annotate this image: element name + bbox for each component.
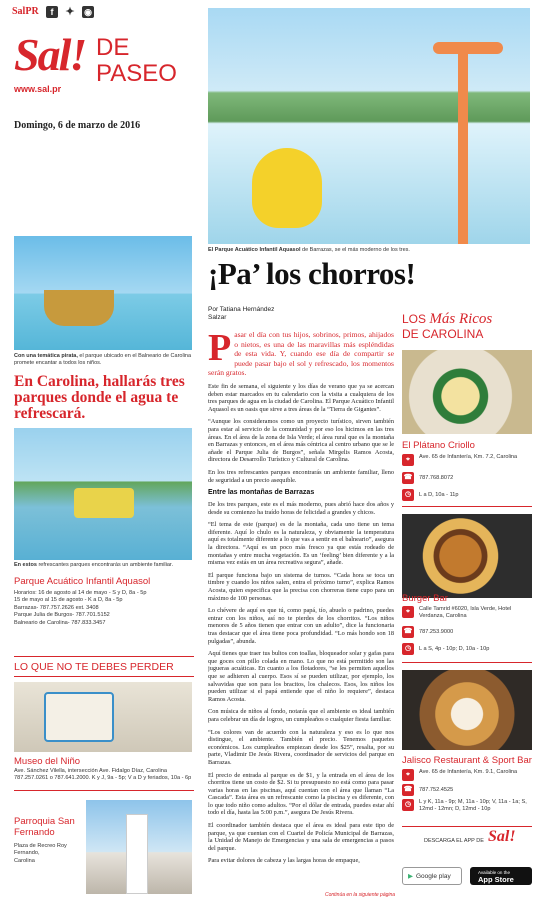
museo-title: Museo del Niño	[14, 756, 81, 767]
instagram-icon[interactable]: ◉	[82, 6, 94, 18]
divider	[14, 676, 194, 677]
article-paragraph: Para evitar dolores de cabeza y las largas horas de empaque,	[208, 857, 360, 865]
article-headline: ¡Pa’ los chorros!	[208, 256, 416, 291]
article-paragraph: Lo chévere de aquí es que tú, como papá, tío, abuelo o padrino, puedes entrar con los niños, así no te pierdes de los chorritos. “Los niños menores de 5 años tienen que entrar con un adulto”, dice la funcionaria tras destacar que el área tiene poca profundidad. “Lo más hondo son 18 pulgadas”, abunda.	[208, 607, 394, 645]
duck-figure	[252, 148, 322, 228]
phone-icon: ☎	[402, 472, 414, 484]
divider	[14, 656, 194, 657]
article-paragraph: Con música de niños al fondo, notarás que el ambiente es ideal también para celebrar un día de logros, un cumpleaños o cualquier fiesta familiar.	[208, 708, 394, 723]
restaurant-address: Ave. 65 de Infantería, Km. 9.1, Carolina	[419, 769, 518, 775]
left-headline: En Carolina, hallarás tres parques donde el agua te refrescará.	[14, 373, 185, 422]
article-paragraph: “El tema de este (parque) es de la montaña, cada uno tiene un tema diferente. Aquí lo chulo es la naturaleza, y obviamente la temperatura aquí es totalmente diferente a lo que vas a sentir en el balneario”, asegura la directora. “Aquí es un poco más fresco ya que estás rodeado de montañas y entre mucha vegetación. Es un ‘feeling’ bien diferente y a la misma vez estás en un área recreativa segura”, añade.	[208, 521, 394, 567]
photo-water-park-slides	[14, 428, 192, 560]
photo-burger-bar	[402, 514, 532, 598]
article-paragraph: Aquí tienes que traer tus bultos con toallas, bloqueador solar y gafas para que goces con pillo colada en mano. Lo que no está permitido son las jugueras acuáticas. En cuanto a los flotadores, “se les permiten aquellos que se adhieren al cuerpo. Esos sí se pueden utilizar, por ejemplo, los salvavidas que son para los bracitos, los chalecos. Esos, los niños los pueden utilizar si el papá entiende que el niño lo requiere”, destaca Ramos Acosta.	[208, 650, 394, 703]
drop-cap: P	[208, 330, 232, 369]
location-icon: ⌖	[402, 606, 414, 618]
section-heading: LO QUE NO TE DEBES PERDER	[14, 661, 174, 673]
logo-de: DE	[96, 34, 130, 61]
slides-caption: refrescantes parques encontrarás un ambiente familiar.	[36, 562, 173, 568]
continued-link[interactable]: Continúa en la siguiente página	[325, 892, 396, 898]
article-paragraph: El parque funciona bajo un sistema de turnos. “Cada hora se toca un timbre y cuando los niños salen, entra el próximo turno”, explica Ramos Acosta, quien especifica que la precisa con chorreras tiene cupo para un máximo de 100 personas.	[208, 571, 394, 602]
byline: Por Tatiana Hernández Salzar	[208, 306, 275, 321]
restaurant-hours: L a D, 10a - 11p	[419, 492, 459, 498]
divider	[402, 506, 532, 507]
top-bar	[12, 6, 192, 20]
photo-church	[86, 800, 192, 894]
restaurant-address: Ave. 65 de Infantería, Km. 7.2, Carolina	[419, 454, 518, 460]
restaurant-hours: L a S, 4p - 10p; D, 10a - 10p	[419, 646, 490, 652]
restaurant-name: Jalisco Restaurant & Sport Bar	[402, 755, 532, 766]
article-paragraph: “Los colores van de acuerdo con la naturaleza y eso es lo que nos distingue, el ambiente. También el precio. Tenemos paquetes económicos. Los cumpleaños empiezan desde los $25”, resalta, por su parte, Vladimir De Jesús Rivera, coordinador de servicios del parque en Barrazas.	[208, 728, 394, 766]
los-mas-ricos-heading: LOS Más Ricos	[402, 311, 493, 327]
slides-caption-bold: En estos	[14, 562, 37, 568]
app-store-button[interactable]: Available on the App Store	[470, 867, 532, 885]
phone-icon: ☎	[402, 784, 414, 796]
park-title: Parque Acuático Infantil Aquasol	[14, 576, 151, 587]
location-icon: ⌖	[402, 769, 414, 781]
article-paragraph: El coordinador también destaca que el área es ideal para este tipo de parque, ya que cuentan con el Cuartel de Policía Municipal de Barrazas, la Unidad de Manejo de Emergencias y una sala de emergencias a pasos del parque.	[208, 822, 394, 852]
parroquia-info: Plaza de Recreo Roy Fernando, Carolina	[14, 843, 67, 864]
sal-app-logo: Sal!	[488, 828, 516, 845]
restaurant-phone: 787.752.4525	[419, 787, 454, 793]
photo-pirate-ship	[14, 236, 192, 350]
sal-logo-mark: Sal!	[14, 29, 86, 80]
article-body	[208, 330, 394, 890]
facebook-icon[interactable]: f	[46, 6, 58, 18]
photo-jalisco-restaurant	[402, 670, 532, 750]
clock-icon: ◷	[402, 643, 414, 655]
article-paragraph: Este fin de semana, el siguiente y los días de verano que ya se acercan deben estar marcados en tu calendario con la visita a cualquiera de los tres parques de agua en la ciudad de Carolina. El Parque Acuático Infantil Aquasol es un oasis que sirve a tres áreas de la “Tierra de Gigantes”.	[208, 382, 394, 413]
museo-info: Ave. Sánchez Vilella, intersección Ave. Fidalgo Díaz, Carolina 787.257.0261 o 787.641.2000. K y J, 9a - 5p; V a D y feriados, 10a - 6p	[14, 768, 192, 782]
divider	[402, 826, 532, 827]
logo-url[interactable]: www.sal.pr	[14, 84, 62, 94]
masthead-logo	[14, 29, 194, 94]
google-play-button[interactable]: ▶ Google play	[402, 867, 462, 885]
hero-photo-water-park	[208, 8, 530, 244]
article-paragraph: En los tres refrescantes parques encontrarás un ambiente familiar, lleno de seguridad a un precio asequible.	[208, 468, 394, 484]
restaurant-name: Burger Bar	[402, 593, 448, 604]
article-paragraph: El precio de entrada al parque es de $1, y la entrada en el área de los chorritos tiene un costo de $2. Si tu presupuesto no está como para pasar varias horas en las piscinas, aquí cuentan con el área que llaman “La Cascada”. Esta área es un refrescante como la piscina y es diferente, con lo que todo niño como adultos. “Por el dólar de entrada, puedes estar ahí todo el día, hasta las 5:00 p.m.”, asegura De Jesús Rivera.	[208, 771, 394, 817]
divider	[14, 790, 194, 791]
google-play-icon: ▶	[408, 873, 413, 880]
restaurant-address: Calle Tamrid #6020, Isla Verde, Hotel Verdanza, Carolina	[419, 606, 512, 619]
photo-el-platano-criollo	[402, 350, 532, 434]
download-app-label: DESCARGA EL APP DE	[424, 838, 484, 844]
photo-museo-del-nino	[14, 682, 192, 752]
twitter-icon[interactable]: ✦	[65, 6, 75, 18]
clock-icon: ◷	[402, 799, 414, 811]
restaurant-hours: L y K, 11a - 9p; M, 11a - 10p; V, 11a - 1a; S, 12md - 12mn; D, 12md - 10p	[419, 799, 527, 812]
restaurant-name: El Plátano Criollo	[402, 440, 475, 451]
issue-date: Domingo, 6 de marzo de 2016	[14, 120, 141, 131]
parroquia-title: Parroquia San Fernando	[14, 816, 75, 838]
sprinkler-pole	[458, 48, 468, 244]
clock-icon: ◷	[402, 489, 414, 501]
phone-icon: ☎	[402, 626, 414, 638]
park-info: Horarios: 16 de agosto al 14 de mayo - S y D, 8a - 5p 15 de mayo al 15 de agosto - K a D, 8a - 5p Barrazas- 787.757.2626 ext. 3408 Parque Julia de Burgos- 787.701.5152 Balneario de Carolina- 787.833.3457	[14, 590, 147, 626]
article-paragraph: De los tres parques, este es el más moderno, pues abrió hace dos años y desde su comienzo ha traído horas de felicidad a grandes y chicos.	[208, 501, 394, 516]
divider	[402, 662, 532, 663]
hero-caption-bold: El Parque Acuático Infantil Aquasol	[208, 247, 301, 253]
logo-paseo: PASEO	[96, 60, 177, 87]
de-carolina-heading: DE CAROLINA	[402, 327, 484, 341]
restaurant-phone: 787.768.8072	[419, 475, 454, 481]
article-paragraph: “Aunque los consideramos como un proyecto turístico, sirven también para estar al servicio de la comunidad y por eso los hicimos en las tres áreas. En el área de la zona de Isla Verde; el área rural que es la montaña en Barrazas y entonces, en el área más céntrica al centro urbano que se le añade el Parque Julia de Burgos”, señala Mirgelis Ramos Acosta, directora de Desarrollo Turístico y Cultural de Carolina.	[208, 418, 394, 464]
pirate-caption: el parque ubicado en el Balneario de Carolina promete encantar a todos los niños.	[14, 353, 192, 366]
restaurant-phone: 787.253.9000	[419, 629, 454, 635]
pirate-caption-bold: Con una temática pirata,	[14, 353, 78, 359]
article-lead: asar el día con tus hijos, sobrinos, primos, ahijados o nietos, es una de las maravillas más espléndidas de esta vida. Y, cuando ese día de compartir se puede pasar bajo el sol y refrescado, los momentos serán gratos.	[208, 330, 394, 378]
brand-label: SalPR	[12, 6, 39, 17]
article-subhead: Entre las montañas de Barrazas	[208, 489, 315, 497]
location-icon: ⌖	[402, 454, 414, 466]
hero-caption: de Barrazas, se el más moderno de los tres.	[300, 247, 410, 253]
